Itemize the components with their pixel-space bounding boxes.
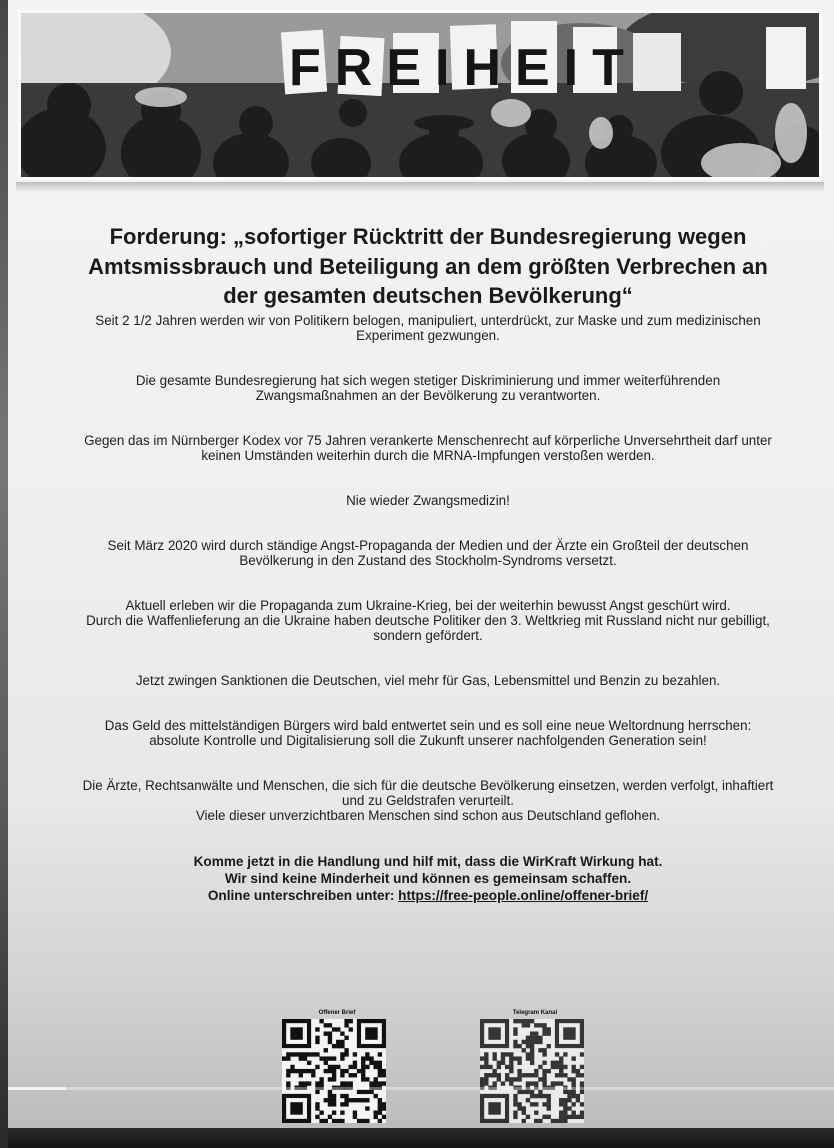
paragraph-lies: Seit 2 1/2 Jahren werden wir von Politikern belogen, manipuliert, unterdrückt, zur Maske und zum medizinischen Experiment gezwungen. [95, 312, 761, 343]
banner-photo [18, 10, 822, 180]
flyer-sheet [8, 0, 834, 1148]
paragraph-sanctions: Jetzt zwingen Sanktionen die Deutschen, viel mehr für Gas, Lebensmittel und Benzin zu bezahlen. [135, 672, 721, 688]
video-progress-bar[interactable] [8, 1087, 834, 1090]
call-to-action [78, 853, 778, 904]
qr-telegram [480, 1010, 590, 1123]
crowd-image [21, 13, 819, 177]
petition-link[interactable]: https://free-people.online/offener-brief/ [398, 887, 649, 903]
qr-offener-brief [282, 1010, 392, 1123]
cta-line-1: Komme jetzt in die Handlung und hilf mit, dass die WirKraft Wirkung hat. [193, 853, 663, 869]
cta-line-2: Wir sind keine Minderheit und können es gemeinsam schaffen. [224, 870, 632, 886]
qr-code-icon[interactable] [282, 1019, 392, 1123]
video-bottom-bar [8, 1128, 834, 1148]
background-strip [0, 0, 8, 1148]
paragraph-government: Die gesamte Bundesregierung hat sich wegen stetiger Diskriminierung und immer weiterführenden Zwangsmaßnahmen an der Bevölkerung zu verantworten. [135, 372, 721, 403]
paragraph-fled: Viele dieser unverzichtbaren Menschen sind schon aus Deutschland geflohen. [195, 807, 661, 823]
paragraph-weapons: Durch die Waffenlieferung an die Ukraine haben deutsche Politiker den 3. Weltkrieg mit Russland nicht nur gebilligt, sondern gefördert. [86, 612, 770, 643]
sign-text: FREIHEIT [289, 39, 638, 97]
paragraph-nuremberg-code: Gegen das im Nürnberger Kodex vor 75 Jahren verankerte Menschenrecht auf körperliche Unversehrtheit darf unter keinen Umständen weiterhin durch die MRNA-Impfungen verstoßen werden. [84, 432, 772, 463]
paragraph-ukraine: Aktuell erleben wir die Propaganda zum Ukraine-Krieg, bei der weiterhin bewusst Angst geschürt wird. [125, 597, 731, 613]
photo-shadow [16, 182, 824, 192]
qr-label-telegram: Telegram Kanal [512, 1010, 558, 1016]
paragraph-propaganda: Seit März 2020 wird durch ständige Angst-Propaganda der Medien und der Ärzte ein Großteil der deutschen Bevölkerung in den Zustand des Stockholm-Syndroms versetzt. [107, 537, 749, 568]
qr-code-icon[interactable] [480, 1019, 590, 1123]
headline: Forderung: „sofortiger Rücktritt der Bundesregierung wegen Amtsmissbrauch und Beteiligung an dem größten Verbrechen an der gesamten deutschen Bevölkerung“ [88, 224, 768, 308]
cta-line-3 [78, 887, 778, 904]
paragraph-persecution: Die Ärzte, Rechtsanwälte und Menschen, die sich für die deutsche Bevölkerung einsetzen, werden verfolgt, inhaftiert und zu Geldstrafen verurteilt. [82, 777, 774, 808]
paragraph-slogan: Nie wieder Zwangsmedizin! [346, 492, 510, 508]
cta-prefix: Online unterschreiben unter: [207, 887, 395, 903]
qr-label-offener-brief: Offener Brief [318, 1010, 356, 1016]
paragraph-money: Das Geld des mittelständigen Bürgers wird bald entwertet sein und es soll eine neue Weltordnung herrschen: absolute Kontrolle und Digitalisierung soll die Zukunft unserer nachfolgenden Generation sein! [104, 717, 752, 748]
letter-body [78, 222, 778, 904]
video-progress-fill [8, 1087, 66, 1090]
